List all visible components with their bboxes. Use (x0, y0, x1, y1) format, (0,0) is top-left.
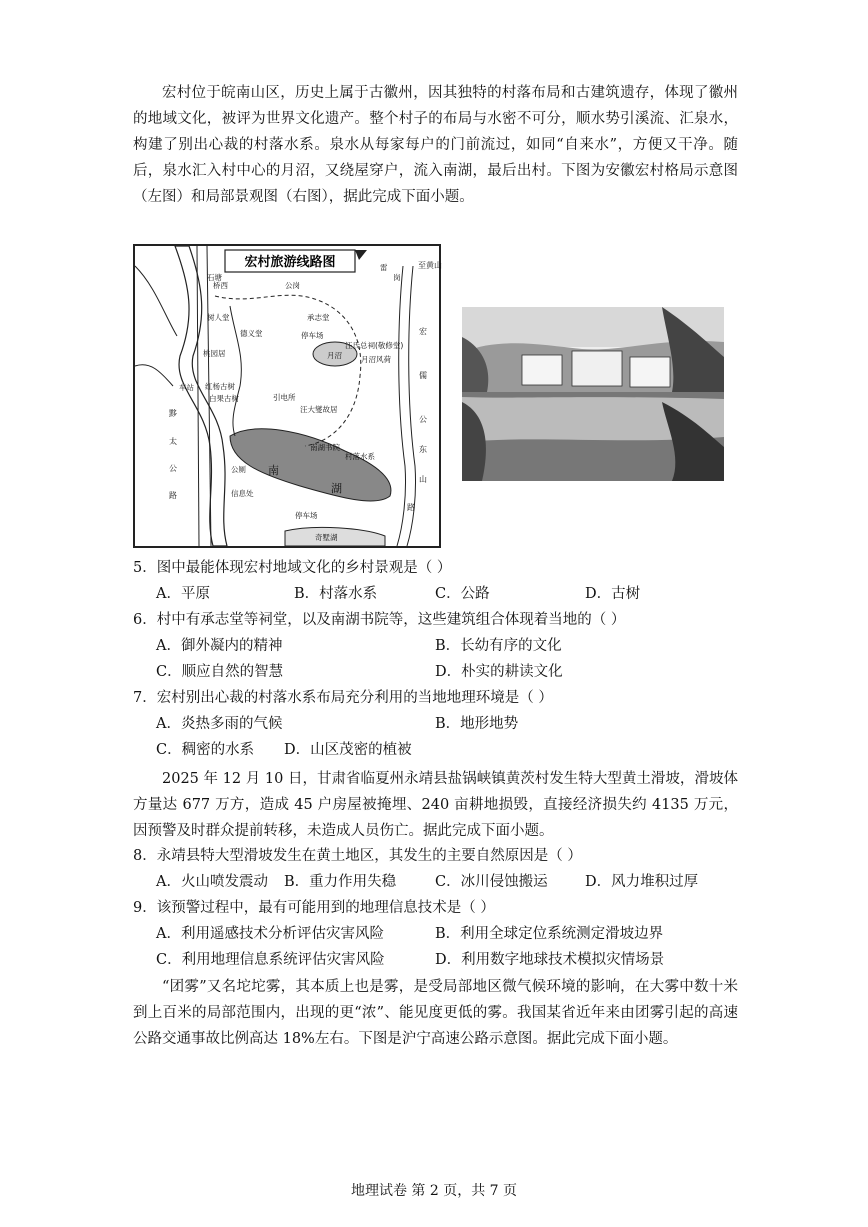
question-7: 7．宏村别出心裁的村落水系布局充分利用的当地地理环境是（ ） (133, 690, 553, 706)
label-road-left4: 路 (169, 491, 177, 500)
page-footer: 地理试卷 第 2 页，共 7 页 (350, 1183, 518, 1199)
question-6: 6．村中有承志堂等祠堂，以及南湖书院等，这些建筑组合体现着当地的（ ） (133, 612, 626, 628)
label-chengzhitang: 承志堂 (307, 313, 330, 322)
fog-paragraph: “团雾”又名坨坨雾，其本质上也是雾，是受局部地区微气候环境的影响，在大雾中数十米到上百米的局部范围内，出现的更“浓”、能见度更低的雾。我国某省近年来由团雾引起的高速公路交通事故比例高达 18%左右。下图是沪宁高速公路示意图。据此完成下面小题。 (133, 979, 738, 1047)
label-north2: 岗 (393, 273, 401, 282)
map-drawing (135, 246, 442, 546)
village-route-map (133, 244, 441, 548)
q5-option-a[interactable]: A．平原 (156, 586, 210, 602)
q9-option-a[interactable]: A．利用遥感技术分析评估灾害风险 (156, 926, 384, 942)
q7-option-b[interactable]: B．地形地势 (435, 716, 519, 732)
label-chezhan: 车站 (179, 383, 194, 392)
q6-option-a[interactable]: A．御外凝内的精神 (156, 638, 283, 654)
q8-option-b[interactable]: B．重力作用失稳 (284, 874, 397, 890)
label-wangshi: 汪氏总祠(敬修堂) (345, 341, 404, 350)
q7-option-a[interactable]: A．炎热多雨的气候 (156, 716, 283, 732)
intro-paragraph: 宏村位于皖南山区，历史上属于古徽州，因其独特的村落布局和古建筑遗存，体现了徽州的地域文化，被评为世界文化遗产。整个村子的布局与水密不可分，顺水势引溪流、汇泉水，构建了别出心裁的村落水系。泉水从每家每户的门前流过，如同“自来水”，方便又干净。随后，泉水汇入村中心的月沼，又绕屋穿户，流入南湖，最后出村。下图为安徽宏村格局示意图（左图）和局部景观图（右图），据此完成下面小题。 (133, 85, 738, 205)
label-hongyang: 红杨古树 (205, 382, 235, 391)
label-deyitang: 德义堂 (240, 329, 263, 338)
q5-option-b[interactable]: B．村落水系 (294, 586, 378, 602)
label-road-right4: 公 (419, 415, 427, 424)
label-road-left: 黟 (169, 409, 177, 418)
landslide-paragraph: 2025 年 12 月 10 日，甘肃省临夏州永靖县盐锅峡镇黄茨村发生特大型黄土滑坡，滑坡体方量达 677 万方，造成 45 户房屋被掩埋、240 亩耕地损毁，直接经济损失约 4135 万元，因预警及时群众提前转移，未造成人员伤亡。据此完成下面小题。 (133, 771, 738, 839)
south-lake (230, 429, 391, 501)
village-landscape-photo (462, 307, 724, 481)
label-qisan: 停车场 (295, 511, 318, 520)
map-title: 宏村旅游线路图 (244, 255, 336, 270)
label-shitang: 石塘 (207, 273, 222, 282)
label-yuezhao: 月沼 (327, 351, 342, 360)
q5-option-c[interactable]: C．公路 (435, 586, 490, 602)
question-9: 9．该预警过程中，最有可能用到的地理信息技术是（ ） (133, 900, 495, 916)
q8-option-a[interactable]: A．火山喷发震动 (156, 874, 268, 890)
q7-option-d[interactable]: D．山区茂密的植被 (284, 742, 412, 758)
label-hu: 湖 (331, 482, 342, 495)
label-cunluoshuixi: 村落水系 (345, 452, 375, 461)
q6-option-b[interactable]: B．长幼有序的文化 (435, 638, 562, 654)
q5-option-d[interactable]: D．古树 (585, 586, 641, 602)
label-road-left2: 太 (169, 437, 177, 446)
q6-option-c[interactable]: C．顺应自然的智慧 (156, 664, 284, 680)
label-nanhushuyuan: 南湖书院 (310, 443, 340, 452)
q9-option-b[interactable]: B．利用全球定位系统测定滑坡边界 (435, 926, 664, 942)
label-taoyuanju: 桃园居 (203, 349, 226, 358)
question-5: 5．图中最能体现宏村地域文化的乡村景观是（ ） (133, 560, 452, 576)
label-road-right3: 儒 (419, 371, 427, 380)
label-tingchechang: 停车场 (301, 331, 324, 340)
label-shanren: 树人堂 (207, 313, 230, 322)
label-yuezhaofenghe: 月沼风荷 (361, 355, 391, 364)
label-road-right7: 路 (407, 503, 415, 512)
label-gongce: 公厕 (231, 465, 246, 474)
label-road-right: 至黄山 (418, 261, 442, 270)
label-road-right5: 东 (419, 445, 427, 454)
q8-option-d[interactable]: D．风力堆积过厚 (585, 874, 699, 890)
label-guyan: 公岗 (285, 281, 300, 290)
label-road-right6: 山 (419, 475, 427, 484)
label-qilihu: 奇墅湖 (315, 533, 338, 542)
q8-option-c[interactable]: C．冰川侵蚀搬运 (435, 874, 548, 890)
label-road-left3: 公 (169, 464, 177, 473)
label-wangdamanchengtang: 汪大燮故居 (300, 405, 338, 414)
q6-option-d[interactable]: D．朴实的耕读文化 (435, 664, 563, 680)
label-xiao: 信息处 (231, 489, 254, 498)
label-road-right2: 宏 (419, 327, 427, 336)
label-baiguo: 白果古树 (209, 394, 239, 403)
q9-option-d[interactable]: D．利用数字地球技术模拟灾情场景 (435, 952, 665, 968)
q9-option-c[interactable]: C．利用地理信息系统评估灾害风险 (156, 952, 385, 968)
label-nan: 南 (268, 464, 279, 477)
q7-option-c[interactable]: C．稠密的水系 (156, 742, 255, 758)
label-north: 雷 (380, 263, 388, 272)
label-qianxi: 桥西 (213, 281, 228, 290)
label-jiadiannchang: 引电所 (273, 393, 296, 402)
question-8: 8．永靖县特大型滑坡发生在黄土地区，其发生的主要自然原因是（ ） (133, 848, 582, 864)
